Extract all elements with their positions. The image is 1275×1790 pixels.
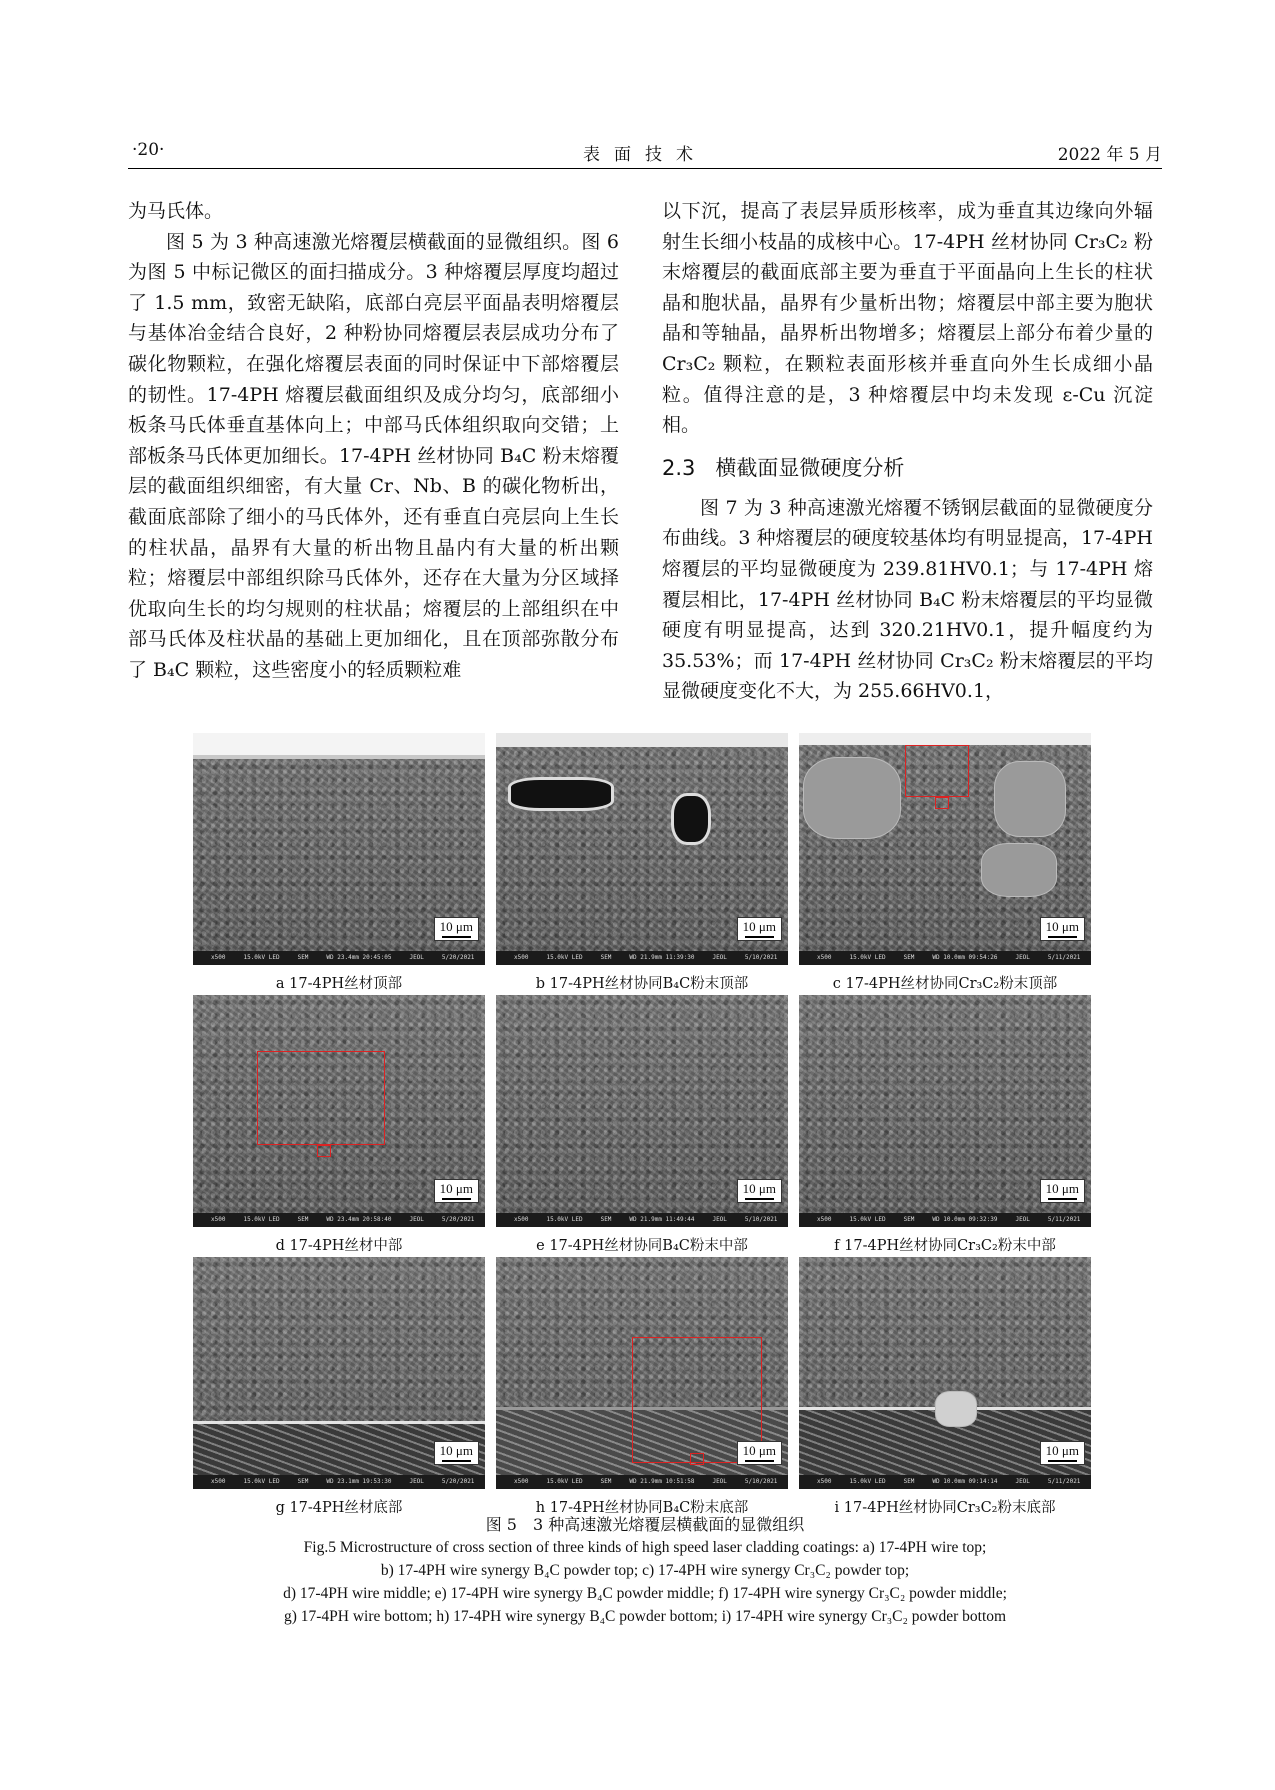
sem-micrograph (496, 1257, 788, 1489)
section-number: 2.3 (662, 455, 696, 480)
scale-bar-label: 10 μm (742, 1443, 776, 1458)
sem-micrograph (496, 995, 788, 1227)
void-feature (508, 777, 614, 811)
bright-particle (935, 1391, 977, 1427)
sem-info-bar: x500 15.0kV LED SEM WD 23.4mm 20:58:40 JEOL 5/20/2021 (193, 1213, 485, 1227)
panel-e (496, 995, 788, 1255)
figure-5 (193, 733, 1091, 1516)
paragraph: 图 7 为 3 种高速激光熔覆不锈钢层截面的显微硬度分布曲线。3 种熔覆层的硬度较基体均有明显提高，17-4PH 熔覆层的平均显微硬度为 239.81HV0.1；与 17-4PH 熔覆层相比，17-4PH 丝材协同 B₄C 粉末熔覆层的平均显微硬度有明显提高，达到 320.21HV0.1，提升幅度约为 35.53%；而 17-4PH 丝材协同 Cr₃C₂ 粉末熔覆层的平均显微硬度变化不大，为 255.66HV0.1， (662, 496, 1153, 703)
sem-info-bar: x500 15.0kV LED SEM WD 21.9mm 11:39:30 JEOL 5/10/2021 (496, 951, 788, 965)
panel-caption: b 17-4PH丝材协同B₄C粉末顶部 (535, 976, 749, 992)
carbide-particle (981, 843, 1057, 897)
sem-info-bar: x500 15.0kV LED SEM WD 10.0mm 09:54:26 JEOL 5/11/2021 (799, 951, 1091, 965)
panel-caption: f 17-4PH丝材协同Cr₃C₂粉末中部 (834, 1238, 1056, 1254)
panel-caption: a 17-4PH丝材顶部 (275, 976, 403, 992)
page-number: ·20· (132, 140, 165, 160)
scale-bar (737, 917, 782, 941)
figure-caption-zh: 图 5 3 种高速激光熔覆层横截面的显微组织 (485, 1515, 805, 1534)
figure-caption-en-line: g) 17-4PH wire bottom; h) 17-4PH wire synergy B₄C powder bottom; i) 17-4PH wire synergy Cr₃C₂ powder bottom (283, 1608, 1007, 1625)
panel-i (799, 1257, 1091, 1517)
scale-bar-label: 10 μm (439, 1443, 473, 1458)
issue-date: 2022 年 5 月 (1057, 145, 1162, 165)
carbide-particle (994, 761, 1066, 837)
section-title: 横截面显微硬度分析 (715, 455, 905, 480)
sem-micrograph (799, 995, 1091, 1227)
journal-name: 表面技术 (583, 145, 707, 165)
sem-micrograph (799, 1257, 1091, 1489)
figure-caption (128, 1513, 1162, 1628)
sem-info-bar: x500 15.0kV LED SEM WD 21.9mm 10:51:58 JEOL 5/10/2021 (496, 1475, 788, 1489)
figure-caption-en-line: b) 17-4PH wire synergy B₄C powder top; c) 17-4PH wire synergy Cr₃C₂ powder top; (380, 1562, 910, 1579)
figure-caption-en-line: Fig.5 Microstructure of cross section of three kinds of high speed laser cladding coatings: a) 17-4PH wire top; (303, 1539, 987, 1556)
scale-bar (1040, 1441, 1085, 1465)
sem-micrograph (193, 733, 485, 965)
sem-info-bar: x500 15.0kV LED SEM WD 10.0mm 09:32:39 JEOL 5/11/2021 (799, 1213, 1091, 1227)
panel-f (799, 995, 1091, 1255)
scale-bar (1040, 917, 1085, 941)
scale-bar-label: 10 μm (439, 919, 473, 934)
roi-box (905, 745, 969, 797)
scale-bar (737, 1179, 782, 1203)
sem-micrograph (496, 733, 788, 965)
panel-g (193, 1257, 485, 1517)
scale-bar-label: 10 μm (742, 919, 776, 934)
scale-bar-label: 10 μm (1045, 1443, 1079, 1458)
carbide-particle (803, 757, 901, 839)
scale-bar-label: 10 μm (1045, 1181, 1079, 1196)
panel-d (193, 995, 485, 1255)
void-feature (671, 793, 711, 845)
panel-b (496, 733, 788, 993)
panel-c (799, 733, 1091, 993)
sem-micrograph (193, 1257, 485, 1489)
roi-box (257, 1051, 385, 1145)
paragraph: 图 5 为 3 种高速激光熔覆层横截面的显微组织。图 6 为图 5 中标记微区的面扫描成分。3 种熔覆层厚度均超过了 1.5 mm，致密无缺陷，底部白亮层平面晶表明熔覆层与基体冶金结合良好，2 种粉协同熔覆层表层成功分布了碳化物颗粒，在强化熔覆层表面的同时保证中下部熔覆层的韧性。17-4PH 熔覆层截面组织及成分均匀，底部细小板条马氏体垂直基体向上；中部马氏体组织取向交错；上部板条马氏体更加细长。17-4PH 丝材协同 B₄C 粉末熔覆层的截面组织细密，有大量 Cr、Nb、B 的碳化物析出，截面底部除了细小的马氏体外，还有垂直白亮层向上生长的柱状晶，晶界有大量的析出物且晶内有大量的析出颗粒；熔覆层中部组织除马氏体外，还存在大量为分区域择优取向生长的均匀规则的柱状晶；熔覆层的上部组织在中部马氏体及柱状晶的基础上更加细化，且在顶部弥散分布了 B₄C 颗粒，这些密度小的轻质颗粒难 (128, 230, 619, 681)
left-column (128, 196, 619, 686)
sem-info-bar: x500 15.0kV LED SEM WD 23.1mm 19:53:30 JEOL 5/20/2021 (193, 1475, 485, 1489)
paragraph: 为马氏体。 (128, 200, 224, 222)
scale-bar-label: 10 μm (439, 1181, 473, 1196)
scale-bar (434, 917, 479, 941)
panel-caption: i 17-4PH丝材协同Cr₃C₂粉末底部 (834, 1500, 1056, 1516)
sem-micrograph (193, 995, 485, 1227)
panel-caption: d 17-4PH丝材中部 (275, 1238, 403, 1254)
scale-bar (434, 1441, 479, 1465)
sem-info-bar: x500 15.0kV LED SEM WD 23.4mm 20:45:05 JEOL 5/20/2021 (193, 951, 485, 965)
running-header (128, 140, 1162, 169)
sem-info-bar: x500 15.0kV LED SEM WD 21.9mm 11:49:44 JEOL 5/10/2021 (496, 1213, 788, 1227)
panel-caption: h 17-4PH丝材协同B₄C粉末底部 (535, 1500, 749, 1516)
scale-bar (434, 1179, 479, 1203)
scale-bar (737, 1441, 782, 1465)
surface-region (496, 733, 788, 747)
scale-bar-label: 10 μm (1045, 919, 1079, 934)
surface-edge (193, 755, 485, 759)
roi-marker (935, 797, 949, 809)
panel-caption: c 17-4PH丝材协同Cr₃C₂粉末顶部 (832, 976, 1058, 992)
scale-bar-label: 10 μm (742, 1181, 776, 1196)
panel-h (496, 1257, 788, 1517)
sem-micrograph (799, 733, 1091, 965)
panel-a (193, 733, 485, 993)
paragraph: 以下沉，提高了表层异质形核率，成为垂直其边缘向外辐射生长细小枝晶的成核中心。17-4PH 丝材协同 Cr₃C₂ 粉末熔覆层的截面底部主要为垂直于平面晶向上生长的柱状晶和胞状晶，晶界有少量析出物；熔覆层中部主要为胞状晶和等轴晶，晶界析出物增多；熔覆层上部分布着少量的 Cr₃C₂ 颗粒，在颗粒表面形核并垂直向外生长成细小晶粒。值得注意的是，3 种熔覆层中均未发现 ε-Cu 沉淀相。 (662, 200, 1153, 437)
scale-bar (1040, 1179, 1085, 1203)
panel-caption: e 17-4PH丝材协同B₄C粉末中部 (536, 1238, 748, 1254)
sem-info-bar: x500 15.0kV LED SEM WD 10.0mm 09:14:14 JEOL 5/11/2021 (799, 1475, 1091, 1489)
roi-marker (317, 1145, 331, 1157)
right-column (662, 196, 1153, 707)
surface-region (799, 733, 1091, 745)
surface-region (193, 733, 485, 755)
panel-caption: g 17-4PH丝材底部 (275, 1500, 403, 1516)
section-heading (662, 453, 1153, 483)
roi-marker (690, 1453, 704, 1465)
figure-caption-en-line: d) 17-4PH wire middle; e) 17-4PH wire synergy B₄C powder middle; f) 17-4PH wire synergy Cr₃C₂ powder middle; (283, 1585, 1007, 1602)
